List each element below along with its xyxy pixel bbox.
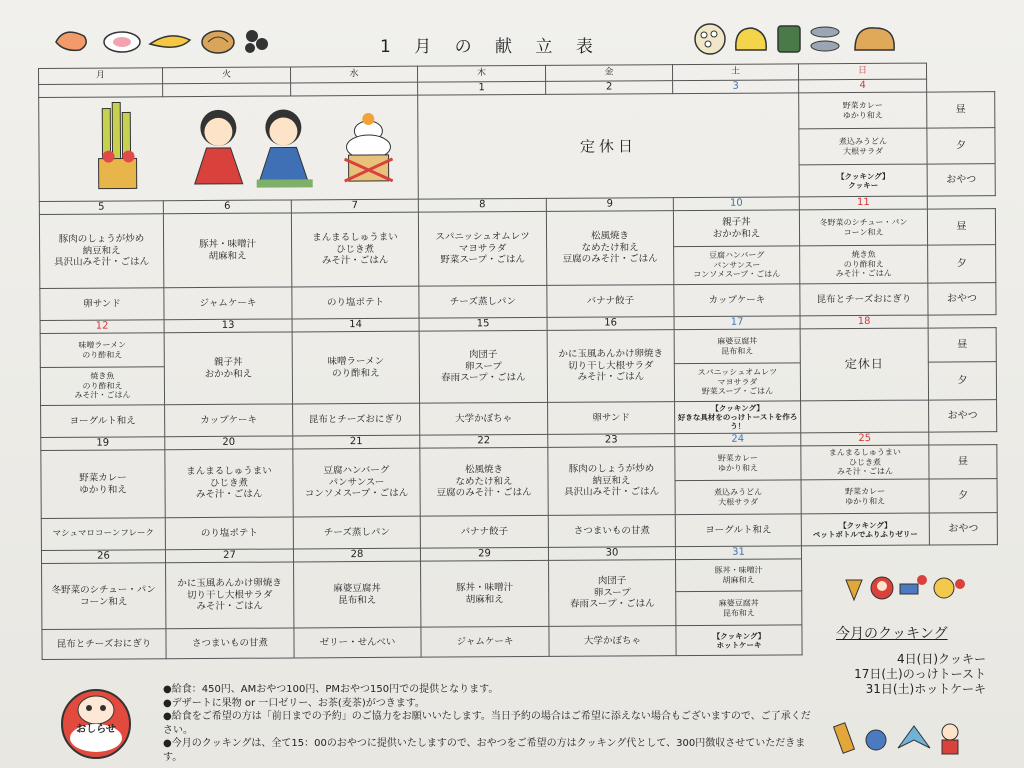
row-label-lunch: 昼	[929, 445, 997, 479]
row-label-snack: おやつ	[929, 513, 997, 545]
date-cell: 9	[546, 198, 673, 212]
ball-icon	[866, 730, 886, 750]
meal-cell: まんまるしゅうまい ひじき煮 みそ汁・ごはん	[165, 449, 293, 518]
snack-cooking: 【クッキング】 ホットケーキ	[676, 625, 802, 656]
date-cell: 7	[291, 199, 418, 213]
snack-cell: さつまいもの甘煮	[166, 628, 294, 659]
date-cell: 4	[799, 79, 927, 93]
cooking-item: 31日(土)ホットケーキ	[865, 682, 986, 696]
meal-lunch: 味噌ラーメン のり酢和え	[40, 333, 164, 368]
date-cell: 26	[41, 550, 165, 564]
date-cell: 10	[673, 197, 799, 211]
meal-cell: かに玉風あんかけ卵焼き 切り干し大根サラダ みそ汁・ごはん	[547, 330, 674, 403]
meal-dinner: 麻婆豆腐丼 昆布和え	[676, 591, 802, 626]
date-cell: 18	[800, 315, 928, 329]
meal-dinner: 焼き魚 のり酢和え みそ汁・ごはん	[800, 245, 928, 284]
child-icon	[942, 724, 958, 754]
snack-cooking: 【クッキング】 好きな具材をのっけトーストを作ろう！	[675, 401, 801, 434]
hagoita-icon	[834, 723, 855, 753]
meal-cell: 豚丼・味噌汁 胡麻和え	[421, 560, 549, 627]
row-label-lunch: 昼	[928, 328, 996, 362]
snack-cell: カップケーキ	[165, 404, 293, 437]
meal-cell: 豚肉のしょうが炒め 納豆和え 具沢山みそ汁・ごはん	[39, 214, 163, 289]
snack-cell: 昆布とチーズおにぎり	[800, 283, 928, 316]
meal-lunch: 豚丼・味噌汁 胡麻和え	[676, 559, 802, 592]
notice-badge-label: おしらせ	[76, 724, 116, 735]
date-cell: 16	[547, 317, 674, 331]
cooking-item: 4日(日)クッキー	[897, 652, 986, 666]
snack-cell: ゼリー・せんべい	[294, 627, 421, 658]
meal-lunch: まんまるしゅうまい ひじき煮 みそ汁・ごはん	[801, 445, 929, 480]
paper-crane-icon	[898, 726, 930, 748]
snack-cell: ジャムケーキ	[164, 287, 292, 320]
meal-cell: 豚丼・味噌汁 胡麻和え	[163, 213, 291, 288]
notice-line: ●今月のクッキングは、全て15：00のおやつに提供いたしますので、おやつをご希望の方はクッキング代として、300円徴収させていただきます。	[163, 738, 806, 763]
date-cell: 15	[419, 317, 547, 331]
closed-day: 定休日	[418, 93, 800, 199]
date-cell: 14	[292, 318, 419, 332]
meal-cell: まんまるしゅうまい ひじき煮 みそ汁・ごはん	[291, 212, 418, 287]
meal-lunch: 親子丼 おかか和え	[673, 210, 799, 247]
date-cell: 27	[165, 549, 293, 563]
girl-doll-icon	[194, 110, 242, 184]
date-cell: 11	[799, 196, 927, 210]
date-cell: 3	[673, 80, 799, 94]
date-cell: 12	[40, 320, 164, 334]
tea-cup-icon	[778, 26, 800, 52]
meal-lunch: 冬野菜のシチュー・パン コーン和え	[799, 209, 927, 246]
meal-cell: 冬野菜のシチュー・パン コーン和え	[42, 563, 166, 630]
notice-line: ●デザートに果物 or 一口ゼリー、お茶(麦茶)がつきます。	[163, 697, 425, 709]
chestnut-icon	[736, 28, 766, 50]
snack-cell: ヨーグルト和え	[41, 405, 165, 438]
weekday-sat: 土	[672, 64, 798, 81]
snack-cell: バナナ餃子	[420, 515, 548, 548]
date-cell: 17	[674, 316, 800, 330]
meal-cell: 肉団子 卵スープ 春雨スープ・ごはん	[419, 330, 547, 403]
cooking-item: 17日(土)のっけトースト	[854, 667, 986, 681]
snack-cooking: 【クッキング】 クッキー	[799, 164, 927, 197]
weekday-tue: 火	[163, 67, 291, 84]
row-label-snack: おやつ	[928, 283, 996, 315]
meal-dinner: 野菜カレー ゆかり和え	[801, 479, 929, 514]
meal-cell: スパニッシュオムレツ マヨサラダ 野菜スープ・ごはん	[418, 211, 546, 286]
snack-cell: マシュマロコーンフレーク	[41, 518, 165, 551]
meal-cell: 味噌ラーメン のり酢和え	[292, 331, 419, 404]
snack-cell: のり塩ポテト	[292, 286, 419, 319]
meal-cell: 豆腐ハンバーグ パンサンスー コンソメスープ・ごはん	[293, 448, 420, 517]
kagami-mochi-icon	[344, 113, 392, 181]
kadomatsu-icon	[98, 103, 137, 189]
date-cell: 13	[164, 319, 292, 333]
new-year-illustration	[39, 95, 419, 201]
notice-line: ●給食：450円、AMおやつ100円、PMおやつ150円での提供となります。	[163, 684, 499, 695]
snack-cell: 大学かぼちゃ	[549, 626, 676, 657]
snack-cell: チーズ蒸しパン	[293, 516, 420, 549]
snack-cell: 卵サンド	[40, 288, 164, 321]
bun-icon	[855, 28, 894, 50]
snack-cell: 昆布とチーズおにぎり	[42, 629, 166, 660]
row-label-dinner: 夕	[928, 245, 996, 283]
date-cell: 23	[548, 434, 675, 448]
meal-cell: 麻婆豆腐丼 昆布和え	[294, 561, 421, 628]
weekday-wed: 水	[290, 66, 417, 83]
date-cell: 29	[420, 547, 548, 561]
date-cell: 22	[420, 434, 548, 448]
temari-ball-icon	[934, 578, 965, 598]
food-illustrations-left	[50, 22, 280, 56]
meal-cell: 親子丼 おかか和え	[164, 332, 292, 405]
date-cell: 19	[41, 437, 165, 451]
row-label-lunch: 昼	[927, 209, 995, 245]
snack-cell: のり塩ポテト	[165, 517, 293, 550]
date-cell: 2	[546, 81, 673, 95]
meal-cell: 松風焼き なめたけ和え 豆腐のみそ汁・ごはん	[420, 447, 548, 516]
black-beans-icon	[245, 30, 268, 53]
snack-cell: 卵サンド	[548, 402, 675, 435]
row-label-dinner: 夕	[928, 362, 996, 400]
date-cell: 28	[293, 548, 420, 562]
weekday-thu: 木	[417, 65, 545, 82]
snack-cell: ジャムケーキ	[421, 626, 549, 657]
closed-day: 定休日	[800, 328, 928, 401]
sweet-potato-icon	[150, 36, 190, 47]
fish-cake-icon	[104, 32, 140, 52]
meal-lunch: 野菜カレー ゆかり和え	[799, 92, 927, 129]
date-cell: 1	[418, 81, 546, 95]
row-label-snack: おやつ	[929, 400, 997, 432]
meal-cell: かに玉風あんかけ卵焼き 切り干し大根サラダ みそ汁・ごはん	[166, 562, 294, 629]
date-cell: 24	[675, 433, 801, 447]
row-label-lunch: 昼	[927, 92, 995, 128]
snack-cell: ヨーグルト和え	[675, 514, 801, 547]
snack-cell: カップケーキ	[674, 284, 800, 317]
roll-icon	[202, 31, 234, 53]
notice-line: ●給食をご希望の方は「前日までの予約」のご協力をお願いいたします。当日予約の場合はご希望に添えない場合もございますので、ご了承ください。	[163, 711, 811, 736]
cooking-title: 今月のクッキング	[836, 626, 948, 642]
page-title: 1 月 の 献 立 表	[380, 37, 602, 57]
cooking-list	[818, 652, 986, 697]
meal-dinner: 煮込みうどん 大根サラダ	[675, 480, 801, 515]
snack-cell: 昆布とチーズおにぎり	[293, 403, 420, 436]
meal-cell: 野菜カレー ゆかり和え	[41, 450, 165, 519]
weekday-mon: 月	[39, 68, 163, 85]
snack-cell: バナナ餃子	[547, 285, 674, 318]
boy-doll-icon	[256, 110, 312, 188]
weekday-sun: 日	[798, 63, 926, 80]
meal-dinner: 煮込みうどん 大根サラダ	[799, 128, 927, 165]
meal-dinner: スパニッシュオムレツ マヨサラダ 野菜スープ・ごはん	[674, 363, 800, 402]
snack-cell: さつまいもの甘煮	[548, 515, 675, 548]
date-cell: 5	[39, 201, 163, 215]
daruma-icon	[871, 577, 893, 599]
row-label-dinner: 夕	[929, 479, 997, 513]
fish-icon	[811, 27, 839, 51]
new-year-toys-illustration	[832, 718, 972, 758]
meal-dinner: 豆腐ハンバーグ パンサンスー コンソメスープ・ごはん	[674, 246, 800, 285]
notice-text	[163, 683, 813, 764]
date-cell: 6	[163, 200, 291, 214]
meal-cell: 肉団子 卵スープ 春雨スープ・ごはん	[549, 560, 676, 627]
date-cell: 31	[675, 546, 801, 560]
meal-cell: 松風焼き なめたけ和え 豆腐のみそ汁・ごはん	[546, 211, 673, 286]
row-label-snack: おやつ	[927, 164, 995, 196]
snack-cell: チーズ蒸しパン	[419, 285, 547, 318]
date-cell: 30	[548, 547, 675, 561]
date-cell: 21	[293, 435, 420, 449]
meal-cell: 豚肉のしょうが炒め 納豆和え 具沢山みそ汁・ごはん	[548, 447, 675, 516]
kendama-icon	[900, 575, 927, 594]
meal-lunch: 麻婆豆腐丼 昆布和え	[674, 329, 800, 364]
shrimp-icon	[56, 32, 86, 50]
date-cell: 20	[165, 436, 293, 450]
weekday-fri: 金	[545, 65, 672, 82]
lotus-root-icon	[695, 24, 725, 54]
snack-cell: 大学かぼちゃ	[420, 402, 548, 435]
meal-dinner: 焼き魚 のり酢和え みそ汁・ごはん	[40, 367, 164, 406]
meal-lunch: 野菜カレー ゆかり和え	[675, 446, 801, 481]
date-cell: 25	[801, 432, 929, 446]
row-label-dinner: 夕	[927, 128, 995, 164]
date-cell: 8	[418, 198, 546, 212]
spinning-top-icon	[846, 580, 862, 600]
snack-cooking: 【クッキング】 ペットボトルでふりふりゼリー	[801, 513, 929, 546]
toys-illustration	[840, 570, 970, 604]
food-illustrations-right	[690, 20, 910, 58]
